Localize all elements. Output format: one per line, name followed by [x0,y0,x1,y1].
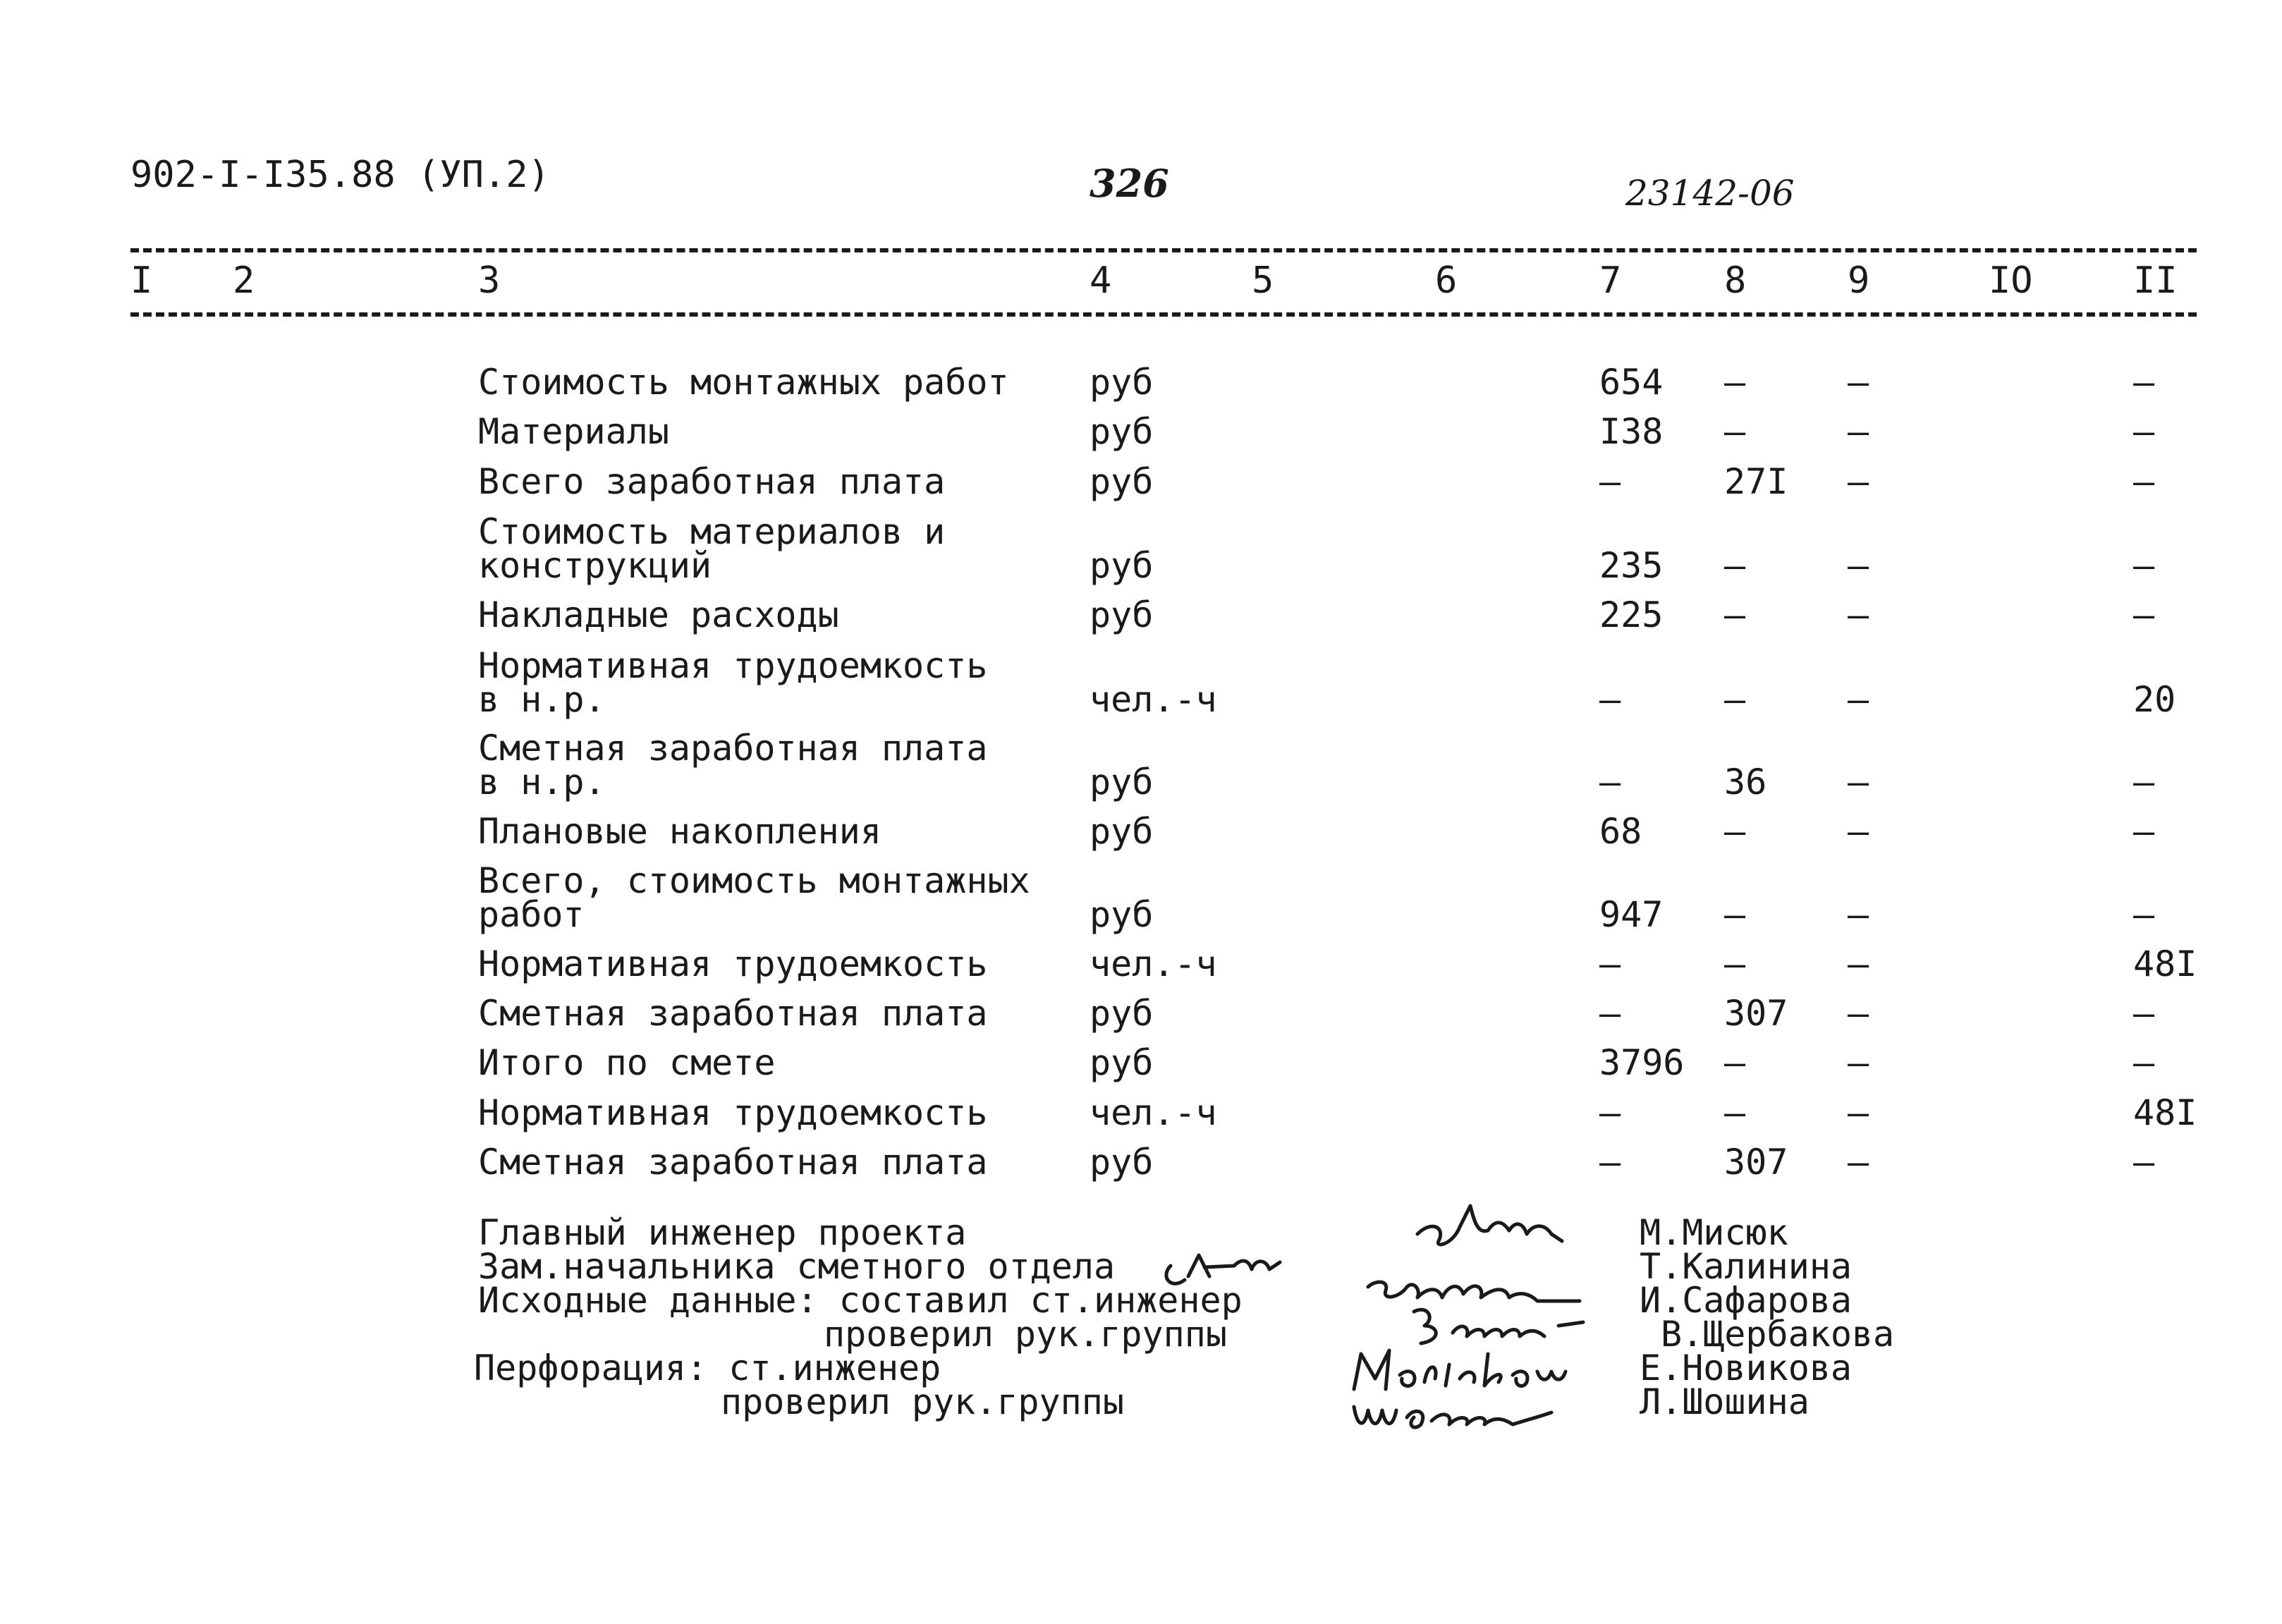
row-col7: – [1599,1092,1621,1133]
row-name: Материалы [478,411,669,452]
row-col11: – [2133,461,2155,502]
row-col8: 27I [1724,461,1788,502]
row-unit: руб [1090,811,1154,852]
role-source-compiled: Исходные данные: составил ст.инженер [478,1280,1243,1321]
row-col7: 654 [1599,362,1664,403]
row-col7: – [1599,944,1621,984]
col-header-4: 4 [1090,260,1112,302]
col-header-9: 9 [1848,260,1870,302]
row-col9: – [1848,362,1869,403]
row-col8: – [1724,811,1746,852]
row-col9: – [1848,1142,1869,1183]
row-col11: – [2133,362,2155,403]
row-col7: 225 [1599,594,1664,635]
row-col9: – [1848,944,1869,984]
row-name: Итого по смете [478,1042,776,1083]
row-col7: I38 [1599,411,1664,452]
row-name: Нормативная трудоемкость [478,645,988,686]
col-header-1: I [130,260,153,302]
row-name: Сметная заработная плата [478,728,988,769]
row-unit: руб [1090,762,1154,802]
row-unit: руб [1090,461,1154,502]
row-col7: 68 [1599,811,1642,852]
row-col8: – [1724,411,1746,452]
row-col8: – [1724,894,1746,935]
col-header-7: 7 [1599,260,1622,302]
row-col7: – [1599,679,1621,720]
row-name: Сметная заработная плата [478,993,988,1034]
row-unit: руб [1090,1042,1154,1083]
handwritten-signature-perf-checked [1347,1386,1573,1442]
row-col11: – [2133,894,2155,935]
row-unit: руб [1090,545,1154,586]
row-col9: – [1848,993,1869,1034]
col-header-10: IO [1989,260,2033,302]
row-name: Плановые накопления [478,811,881,852]
signature-dot [1153,1238,1160,1245]
role-source-checked: проверил рук.группы [824,1314,1227,1355]
row-col9: – [1848,1092,1869,1133]
row-name: Стоимость материалов и [478,511,946,552]
row-name-continued: конструкций [478,545,712,586]
row-col8: – [1724,944,1746,984]
row-name: Нормативная трудоемкость [478,1092,988,1133]
row-col9: – [1848,811,1869,852]
row-col11: – [2133,1142,2155,1183]
row-col9: – [1848,545,1869,586]
row-col7: 3796 [1599,1042,1685,1083]
document-code: 902-I-I35.88 (УП.2) [130,154,550,196]
row-col8: 307 [1724,1142,1788,1183]
header-top-rule [130,248,2197,252]
role-perf-checked: проверил рук.группы [721,1381,1124,1422]
row-unit: чел.-ч [1090,944,1217,984]
row-name: Стоимость монтажных работ [478,362,1009,403]
row-col8: – [1724,1092,1746,1133]
row-col8: 307 [1724,993,1788,1034]
name-source-compiled: И.Сафарова [1640,1280,1853,1321]
row-name: Накладные расходы [478,594,839,635]
role-deputy-head: Зам.начальника сметного отдела [478,1246,1116,1287]
row-name: Нормативная трудоемкость [478,944,988,984]
row-col11: – [2133,545,2155,586]
row-col8: 36 [1724,762,1767,802]
row-col11: – [2133,594,2155,635]
col-header-11: II [2133,260,2178,302]
row-unit: руб [1090,1142,1154,1183]
row-col11: 20 [2133,679,2176,720]
role-chief-engineer: Главный инженер проекта [478,1212,967,1253]
col-header-2: 2 [233,260,255,302]
row-col9: – [1848,894,1869,935]
header-bottom-rule [130,312,2197,317]
row-col9: – [1848,461,1869,502]
row-col11: – [2133,993,2155,1034]
row-col11: – [2133,811,2155,852]
row-col9: – [1848,679,1869,720]
name-chief-engineer: М.Мисюк [1640,1212,1788,1253]
row-unit: руб [1090,362,1154,403]
row-name-continued: в н.р. [478,679,606,720]
row-col8: – [1724,594,1746,635]
name-perf-engineer: Е.Новикова [1640,1348,1853,1388]
name-perf-checked: Л.Шошина [1640,1381,1810,1422]
archive-number: 23142-06 [1625,173,1795,214]
row-col11: 48I [2133,1092,2197,1133]
row-col7: – [1599,993,1621,1034]
name-source-checked: В.Щербакова [1661,1314,1895,1355]
handwritten-signature-chief [1410,1192,1580,1255]
row-col7: – [1599,762,1621,802]
row-col7: 947 [1599,894,1664,935]
col-header-8: 8 [1724,260,1747,302]
row-unit: чел.-ч [1090,1092,1217,1133]
row-col9: – [1848,411,1869,452]
page-number: 326 [1090,161,1169,206]
row-col8: – [1724,545,1746,586]
col-header-3: 3 [478,260,501,302]
row-col9: – [1848,1042,1869,1083]
row-unit: руб [1090,894,1154,935]
handwritten-signature-deputy [1157,1238,1326,1294]
row-col11: 48I [2133,944,2197,984]
row-name: Сметная заработная плата [478,1142,988,1183]
row-col8: – [1724,1042,1746,1083]
row-unit: руб [1090,594,1154,635]
row-col11: – [2133,411,2155,452]
row-col8: – [1724,362,1746,403]
row-col7: 235 [1599,545,1664,586]
row-name: Всего заработная плата [478,461,946,502]
row-col7: – [1599,1142,1621,1183]
row-unit: руб [1090,993,1154,1034]
row-unit: чел.-ч [1090,679,1217,720]
row-col11: – [2133,762,2155,802]
row-name-continued: в н.р. [478,762,606,802]
row-col7: – [1599,461,1621,502]
row-unit: руб [1090,411,1154,452]
row-col9: – [1848,762,1869,802]
row-name-continued: работ [478,894,585,935]
row-name: Всего, стоимость монтажных [478,860,1030,901]
col-header-6: 6 [1435,260,1458,302]
row-col9: – [1848,594,1869,635]
row-col8: – [1724,679,1746,720]
role-perf-engineer: Перфорация: ст.инженер [474,1348,941,1388]
col-header-5: 5 [1252,260,1274,302]
row-col11: – [2133,1042,2155,1083]
name-deputy-head: Т.Калинина [1640,1246,1853,1287]
